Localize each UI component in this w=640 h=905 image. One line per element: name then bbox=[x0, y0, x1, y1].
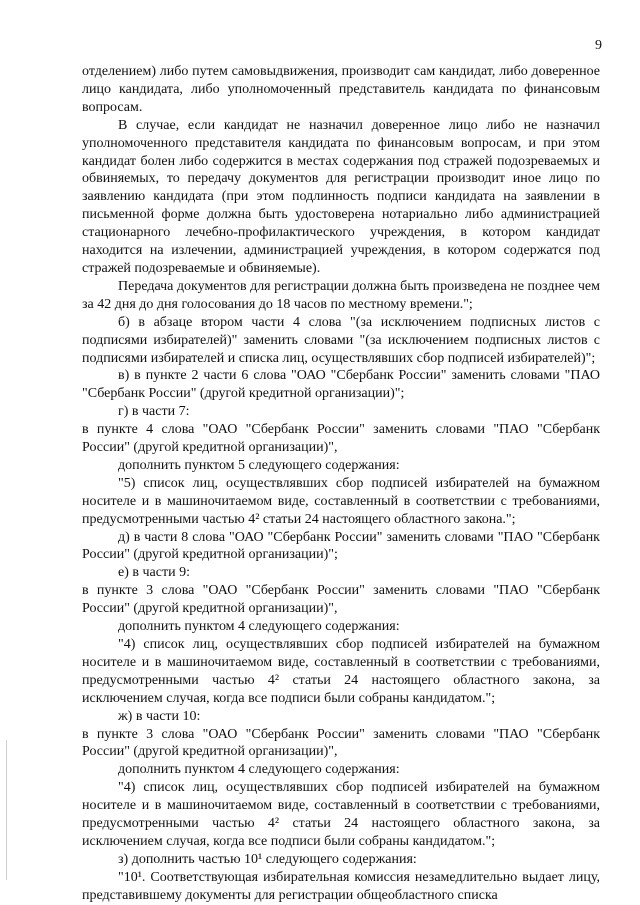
paragraph: дополнить пунктом 4 следующего содержания: bbox=[118, 619, 400, 635]
paragraph: "5) список лиц, осуществлявших сбор подписей избирателей на бумажном носителе и в машиночитаемом виде, составленный в соответствии с требованиями, предусмотренными частью 4² статьи 24 настоящего областного закона."; bbox=[82, 475, 600, 527]
paragraph: д) в части 8 слова "ОАО "Сбербанк России" заменить словами "ПАО "Сбербанк России" (другой кредитной организации)"; bbox=[82, 529, 600, 563]
page-number: 9 bbox=[595, 38, 602, 53]
paragraph: В случае, если кандидат не назначил доверенное лицо либо не назначил уполномоченного представителя кандидата по финансовым вопросам, и при этом кандидат болен либо содержится в местах содержания под стражей подозреваемых и обвиняемых, то передачу документов для регистрации производит иное лицо по заявлению кандидата (при этом подлинность подписи кандидата на заявлении в письменной форме должна быть удостоверена нотариально либо администрацией стационарного лечебно-профилактического учреждения, в котором кандидат находится на излечении, администрацией учреждения, в котором содержатся под стражей подозреваемые и обвиняемые). bbox=[82, 117, 600, 276]
paragraph: дополнить пунктом 4 следующего содержания: bbox=[118, 762, 400, 778]
paragraph: "10¹. Соответствующая избирательная комиссия незамедлительно выдает лицу, представившему документы для регистрации общеобластного списка bbox=[82, 869, 600, 903]
paragraph: ж) в части 10: bbox=[118, 708, 201, 724]
paragraph: в пункте 3 слова "ОАО "Сбербанк России" заменить словами "ПАО "Сбербанк России" (другой кредитной организации)", bbox=[82, 726, 600, 760]
paragraph: г) в части 7: bbox=[118, 404, 190, 420]
paragraph: е) в части 9: bbox=[118, 565, 190, 581]
paragraph: з) дополнить частью 10¹ следующего содержания: bbox=[118, 851, 417, 867]
paragraph: в) в пункте 2 части 6 слова "ОАО "Сбербанк России" заменить словами "ПАО "Сбербанк России" (другой кредитной организации)"; bbox=[82, 368, 600, 402]
paragraph: дополнить пунктом 5 следующего содержания: bbox=[118, 457, 400, 473]
scan-edge-line bbox=[6, 740, 7, 880]
document-body bbox=[82, 63, 600, 905]
paragraph: б) в абзаце втором части 4 слова "(за исключением подписных листов с подписями избирателей)" заменить словами "(за исключением подписных листов с подписями избирателей и списка лиц, осуществлявших сбор подписей избирателей)"; bbox=[82, 314, 600, 366]
paragraph: "4) список лиц, осуществлявших сбор подписей избирателей на бумажном носителе и в машиночитаемом виде, составленный в соответствии с требованиями, предусмотренными частью 4² статьи 24 настоящего областного закона, за исключением случая, когда все подписи были собраны кандидатом."; bbox=[82, 637, 600, 706]
paragraph: отделением) либо путем самовыдвижения, производит сам кандидат, либо доверенное лицо кандидата, либо уполномоченный представитель кандидата по финансовым вопросам. bbox=[82, 64, 600, 115]
paragraph: в пункте 4 слова "ОАО "Сбербанк России" заменить словами "ПАО "Сбербанк России" (другой кредитной организации)", bbox=[82, 422, 600, 456]
paragraph: Передача документов для регистрации должна быть произведена не позднее чем за 42 дня до дня голосования до 18 часов по местному времени."; bbox=[82, 278, 600, 312]
paragraph: "4) список лиц, осуществлявших сбор подписей избирателей на бумажном носителе и в машиночитаемом виде, составленный в соответствии с требованиями, предусмотренными частью 4² статьи 24 настоящего областного закона, за исключением случая, когда все подписи были собраны кандидатом."; bbox=[82, 780, 600, 849]
paragraph: в пункте 3 слова "ОАО "Сбербанк России" заменить словами "ПАО "Сбербанк России" (другой кредитной организации)", bbox=[82, 583, 600, 617]
